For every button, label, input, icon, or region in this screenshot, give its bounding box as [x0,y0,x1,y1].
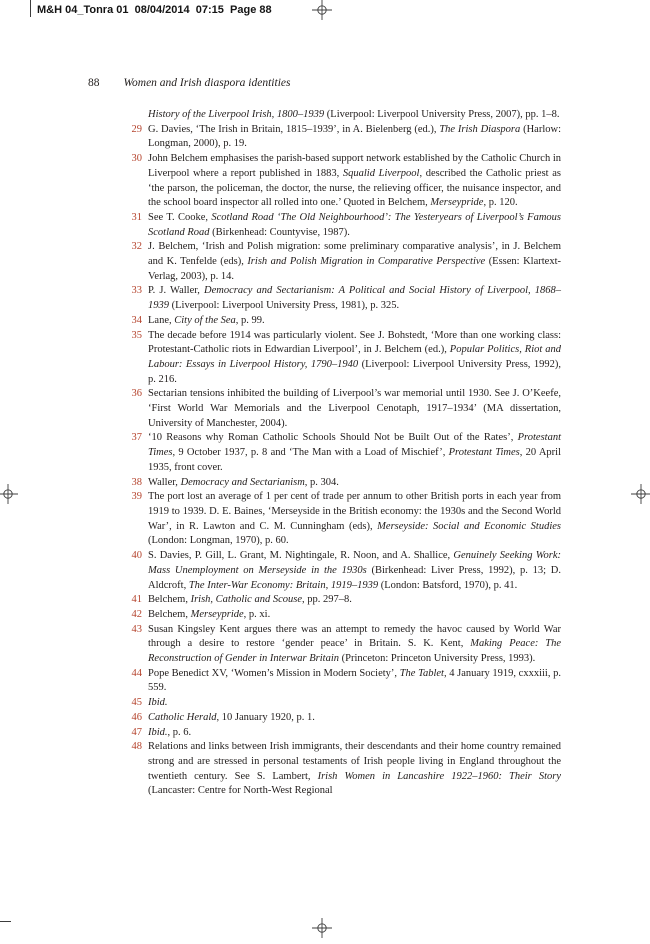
endnote-number: 41 [131,594,142,606]
endnote [88,549,561,593]
running-head [88,76,561,91]
endnote-number: 30 [131,153,142,165]
endnote-text: J. Belchem, ‘Irish and Polish migration: some preliminary comparative analysis’, in J. Belchem and K. Tenfelde (eds), Irish and Polish Migration in Comparative Perspective (Essen: Klartext-Verlag, 2003), p. 14. [148,241,561,282]
endnote-number: 46 [131,711,142,723]
registration-mark-bottom-center [311,917,333,939]
endnote-number: 42 [131,608,142,620]
endnote-text: S. Davies, P. Gill, L. Grant, M. Nightingale, R. Noon, and A. Shallice, Genuinely Seeking Work: Mass Unemployment on Merseyside in the 1930s (Birkenhead: Liver Press, 1992), p. 13; D. Aldcroft, The Inter-War Economy: Britain, 1919–1939 (London: Batsford, 1970), p. 41. [148,550,561,591]
running-head-title: Women and Irish diaspora identities [123,77,291,89]
endnote-text: History of the Liverpool Irish, 1800–1939 (Liverpool: Liverpool University Press, 2007), pp. 1–8. [148,109,560,120]
endnote-continuation [88,108,561,123]
endnote-text: Lane, City of the Sea, p. 99. [148,314,265,326]
endnote [88,593,561,608]
registration-mark-right-middle [630,483,650,505]
endnote-text: Sectarian tensions inhibited the building of Liverpool’s war memorial until 1930. See J. O’Keefe, ‘First World War Memorials and the Liverpool Cenotaph, 1917–1934’ (MA dissertation, University of Manchester, 2004). [148,388,561,429]
endnote [88,314,561,329]
endnote-text: Susan Kingsley Kent argues there was an attempt to remedy the havoc caused by World War through a desire to restore ‘gender peace’ in Britain. S. K. Kent, Making Peace: The Reconstruction of Gender in Interwar Britain (Princeton: Princeton University Press, 1993). [148,623,561,665]
endnote-number: 39 [131,491,142,503]
registration-mark-icon [630,483,650,505]
endnote-text: Relations and links between Irish immigrants, their descendants and their home country remained strong and are stressed in personal testaments of Irish people living in England throughout the twentieth century. See S. Lambert, Irish Women in Lancashire 1922–1960: Their Story (Lancaster: Centre for North-West Regional [148,741,561,797]
endnote-text: The port lost an average of 1 per cent of trade per annum to other British ports in each year from 1919 to 1939. D. E. Baines, ‘Merseyside in the British economy: the 1930s and the Second World War’, in R. Lawton and C. M. Cunningham (eds), Merseyside: Social and Economic Studies (London: Longman, 1970), p. 60. [148,491,561,547]
endnote-number: 48 [131,741,142,753]
endnote [88,240,561,284]
endnote-text: G. Davies, ‘The Irish in Britain, 1815–1939’, in A. Bielenberg (ed.), The Irish Diaspora (Harlow: Longman, 2000), p. 19. [148,123,561,150]
endnote-text: ‘10 Reasons why Roman Catholic Schools Should Not be Built Out of the Rates’, Protestant Times, 9 October 1937, p. 8 and ‘The Man with a Load of Mischief’, Protestant Times, 20 April 1935, front cover. [148,432,561,473]
endnote [88,667,561,696]
endnote-text: Belchem, Irish, Catholic and Scouse, pp. 297–8. [148,594,352,606]
endnote [88,284,561,313]
crop-mark-top-left [30,0,31,17]
endnote [88,711,561,726]
endnote [88,123,561,152]
endnote-number: 29 [131,123,142,135]
crop-mark-bottom-left [0,921,11,922]
endnote-text: P. J. Waller, Democracy and Sectarianism: A Political and Social History of Liverpool, 1868–1939 (Liverpool: Liverpool University Press, 1981), p. 325. [148,285,561,312]
proof-header: M&H 04_Tonra 01 08/04/2014 07:15 Page 88 [37,4,272,16]
endnote-number: 34 [131,314,142,326]
endnote-number: 31 [131,211,142,223]
page-content [88,76,561,799]
endnote-text: See T. Cooke, Scotland Road ‘The Old Neighbourhood’: The Yesteryears of Liverpool’s Famous Scotland Road (Birkenhead: Countyvise, 1987). [148,211,561,238]
endnote-number: 38 [131,476,142,488]
endnote [88,211,561,240]
endnote-text: Pope Benedict XV, ‘Women’s Mission in Modern Society’, The Tablet, 4 January 1919, cxxxiii, p. 559. [148,667,561,694]
page-number: 88 [88,77,100,89]
registration-mark-icon [0,483,19,505]
endnote-number: 32 [131,241,142,253]
endnote [88,696,561,711]
endnote-number: 45 [131,697,142,709]
endnotes-list [88,108,561,799]
registration-mark-top-center [311,0,333,21]
endnote-number: 33 [131,285,142,297]
endnote [88,476,561,491]
endnote [88,623,561,667]
endnote-text: Ibid., p. 6. [148,726,192,738]
endnote-text: Catholic Herald, 10 January 1920, p. 1. [148,711,315,723]
registration-mark-icon [311,917,333,939]
endnote-number: 43 [131,623,142,635]
endnote-text: Waller, Democracy and Sectarianism, p. 304. [148,476,339,488]
registration-mark-left-middle [0,483,19,505]
endnote-text: Belchem, Merseypride, p. xi. [148,608,271,620]
endnote [88,608,561,623]
endnote-number: 40 [131,550,142,562]
endnote [88,329,561,388]
endnote-number: 47 [131,726,142,738]
endnote [88,740,561,799]
endnote-text: Ibid. [148,697,168,709]
endnote-number: 36 [131,388,142,400]
endnote [88,726,561,741]
endnote-text: John Belchem emphasises the parish-based support network established by the Catholic Church in Liverpool where a report published in 1883, Squalid Liverpool, described the Catholic priest as ‘the parson, the policeman, the doctor, the nurse, the relieving officer, the nuisance inspector, and the school board inspector all rolled into one.’ Quoted in Belchem, Merseypride, p. 120. [148,153,561,209]
endnote-number: 37 [131,432,142,444]
registration-mark-icon [311,0,333,21]
endnote-text: The decade before 1914 was particularly violent. See J. Bohstedt, ‘More than one working class: Protestant-Catholic riots in Edwardian Liverpool’, in J. Belchem (ed.), Popular Politics, Riot and Labour: Essays in Liverpool History, 1790–1940 (Liverpool: Liverpool University Press, 1992), p. 216. [148,329,561,385]
endnote-number: 35 [131,329,142,341]
endnote [88,490,561,549]
endnote [88,431,561,475]
endnote [88,152,561,211]
endnote [88,387,561,431]
endnote-number: 44 [131,667,142,679]
